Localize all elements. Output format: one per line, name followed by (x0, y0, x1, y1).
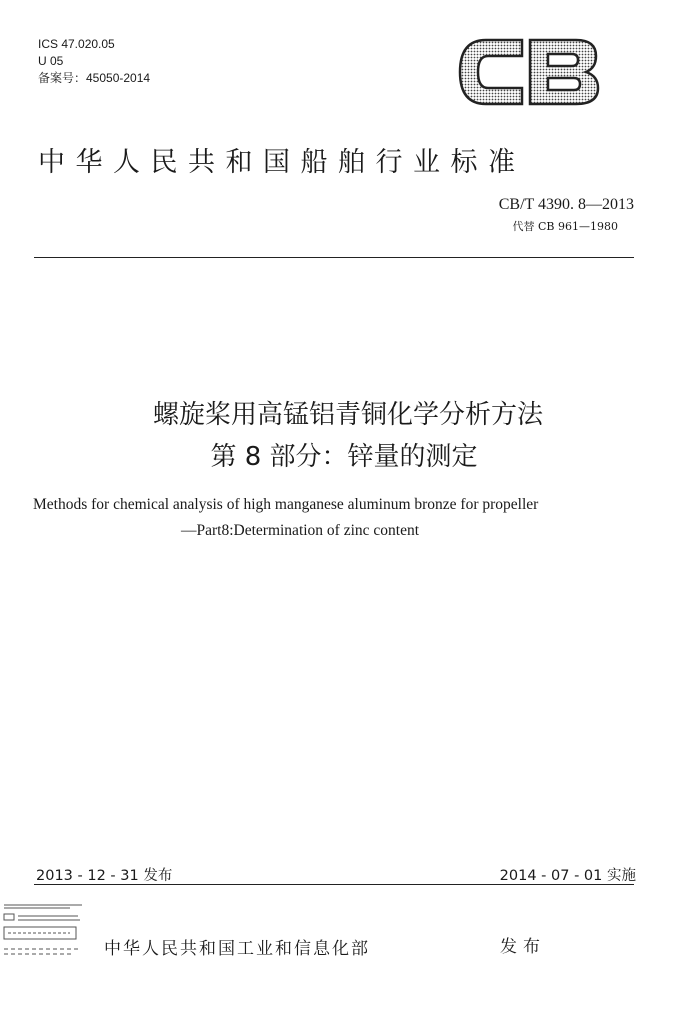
library-stamp (0, 897, 86, 965)
standard-number: CB/T 4390. 8—2013 (498, 196, 634, 213)
issued-label: 发布 (500, 937, 546, 957)
title-cn-line2: 第 8 部分：锌量的测定 (210, 442, 478, 472)
ics-code: ICS 47.020.05 (38, 37, 115, 51)
publisher-name: 中华人民共和国工业和信息化部 (104, 939, 370, 959)
implement-date: 2014 - 07 - 01 实施 (499, 868, 636, 884)
record-number: 备案号：45050-2014 (38, 71, 151, 85)
class-code: U 05 (38, 54, 64, 68)
issue-date: 2013 - 12 - 31 发布 (36, 868, 173, 884)
title-en-line2: —Part8:Determination of zinc content (181, 522, 420, 539)
cb-logo (452, 32, 602, 112)
standard-category-title: 中华人民共和国船舶行业标准 (38, 147, 526, 178)
footer-divider (34, 884, 634, 885)
replaces-standard: 代替 CB 961—1980 (512, 220, 618, 233)
title-cn-line1: 螺旋桨用高锰铝青铜化学分析方法 (152, 400, 543, 430)
header-divider (34, 257, 634, 258)
title-en-line1: Methods for chemical analysis of high manganese aluminum bronze for propeller (33, 496, 539, 513)
